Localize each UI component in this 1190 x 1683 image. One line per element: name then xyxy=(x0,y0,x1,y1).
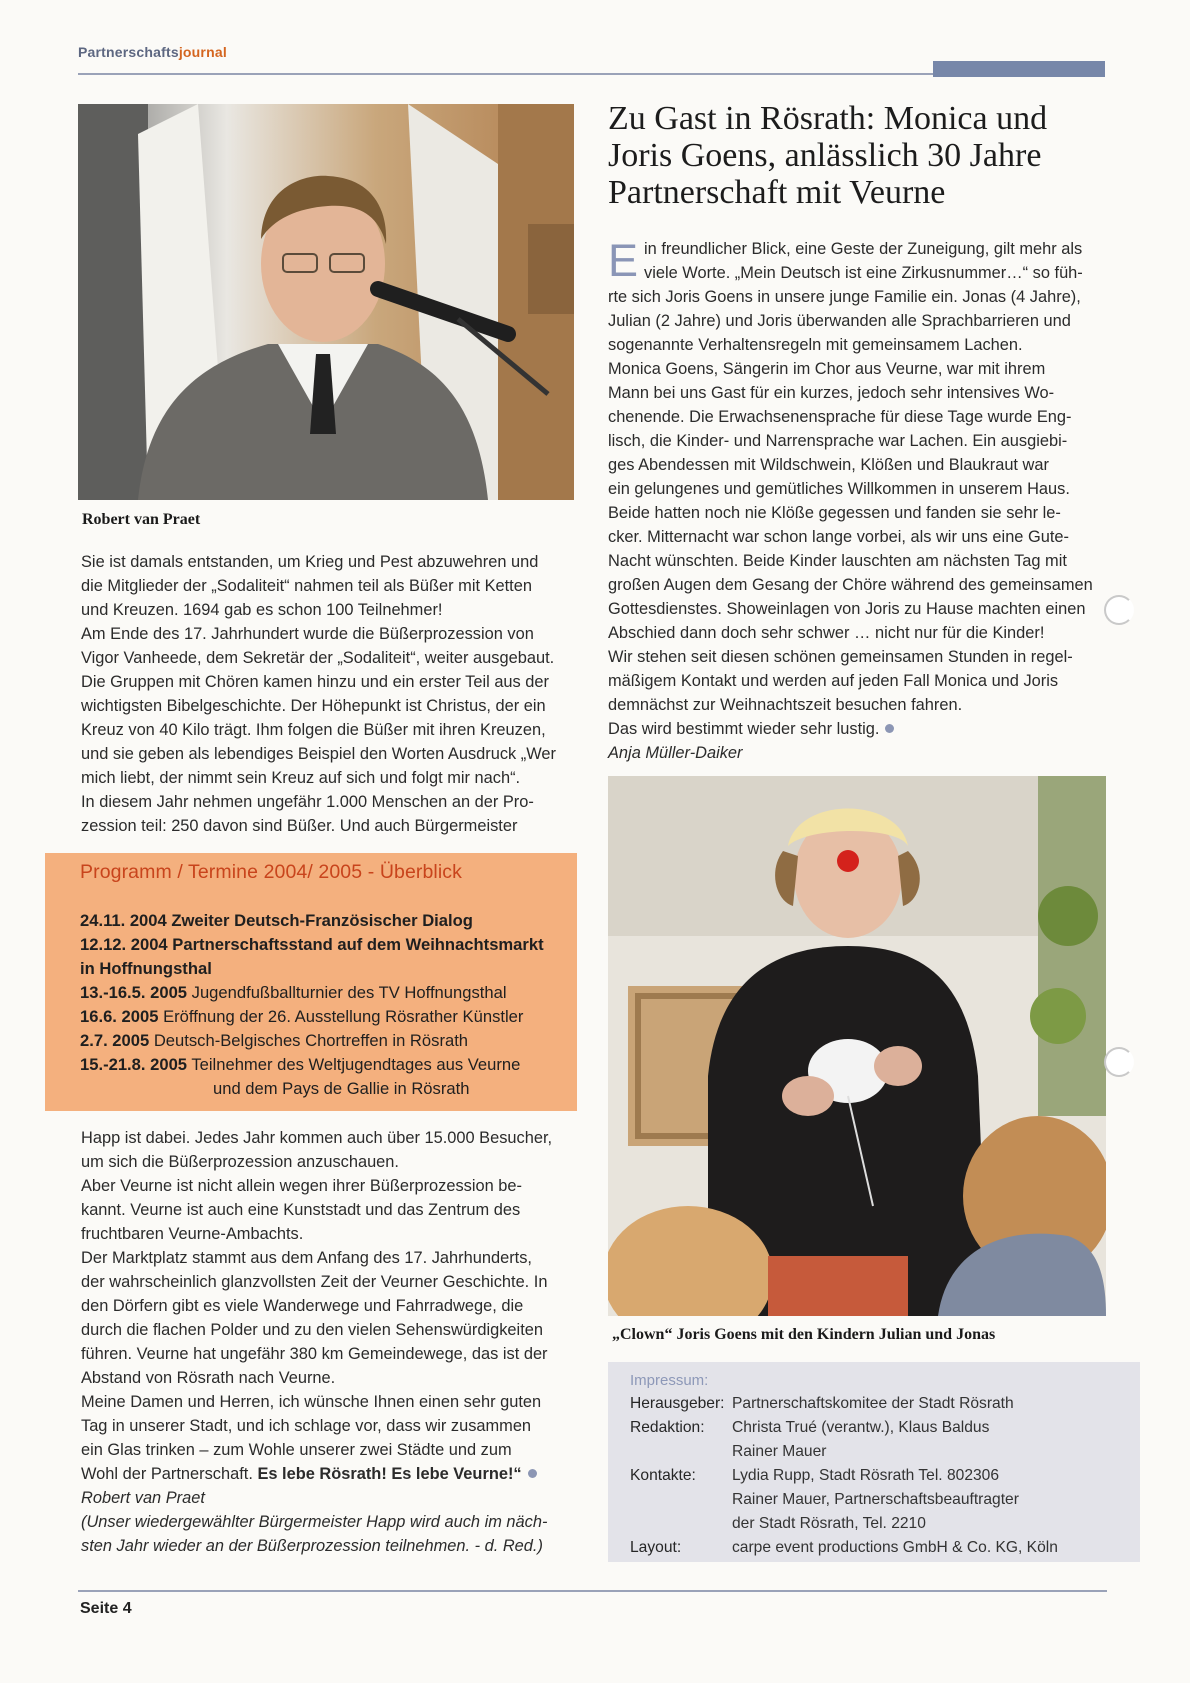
punch-hole xyxy=(1104,595,1134,625)
program-date: 12.12. 2004 xyxy=(80,935,168,954)
impressum-label: Layout: xyxy=(630,1539,682,1556)
text-line: um sich die Büßerprozession anzuschauen. xyxy=(81,1153,399,1171)
text-line: ges Abendessen mit Wildschwein, Klößen und Blaukraut war xyxy=(608,456,1049,474)
text-line: Nacht wünschten. Beide Kinder lauschten am nächsten Tag mit xyxy=(608,552,1067,570)
program-date: 24.11. 2004 xyxy=(80,911,167,930)
text-line: Beide hatten noch nie Klöße gegessen und fanden sie sehr le- xyxy=(608,504,1061,522)
left-article-top xyxy=(81,550,581,838)
text-line: wichtigsten Bibelgeschichte. Der Höhepunkt ist Christus, der ein xyxy=(81,697,546,715)
closing-line xyxy=(81,1462,581,1486)
program-text: Zweiter Deutsch-Französischer Dialog xyxy=(171,911,473,930)
program-text: Jugendfußballturnier des TV Hoffnungsthal xyxy=(191,983,507,1002)
program-date: 13.-16.5. 2005 xyxy=(80,983,188,1002)
closing-plain: Wohl der Partnerschaft. xyxy=(81,1465,258,1483)
text-line: führen. Veurne hat ungefähr 380 km Gemeindewege, das ist der xyxy=(81,1345,548,1363)
clown-photo xyxy=(608,776,1106,1316)
program-text: Eröffnung der 26. Ausstellung Rösrather Künstler xyxy=(163,1007,524,1026)
footer-rule xyxy=(78,1590,1107,1592)
end-bullet-icon xyxy=(528,1469,537,1478)
text-line: Kreuz von 40 Kilo trägt. Ihm folgen die Büßer mit ihren Kreuzen, xyxy=(81,721,546,739)
impressum-value: carpe event productions GmbH & Co. KG, Köln xyxy=(732,1539,1058,1556)
page-number: Seite 4 xyxy=(80,1600,132,1617)
text-line: der wahrscheinlich glanzvollsten Zeit der Veurner Geschichte. In xyxy=(81,1273,548,1291)
headline-line: Joris Goens, anlässlich 30 Jahre xyxy=(608,137,1042,174)
clown-photo-caption: „Clown“ Joris Goens mit den Kindern Julian und Jonas xyxy=(612,1326,996,1343)
punch-hole xyxy=(1104,1047,1134,1077)
headline-line: Zu Gast in Rösrath: Monica und xyxy=(608,100,1048,137)
program-title: Programm / Termine 2004/ 2005 - Überblick xyxy=(80,861,462,883)
left-article-bottom xyxy=(81,1126,581,1558)
program-text: Partnerschaftsstand auf dem Weihnachtsmarkt xyxy=(172,935,544,954)
impressum-value: Christa Trué (verantw.), Klaus Baldus xyxy=(732,1419,990,1436)
impressum-value: Rainer Mauer, Partnerschaftsbeauftragter xyxy=(732,1491,1019,1508)
text-line: rte sich Joris Goens in unsere junge Familie ein. Jonas (4 Jahre), xyxy=(608,288,1081,306)
text-line: lisch, die Kinder- und Narrensprache war Lachen. Ein ausgiebi- xyxy=(608,432,1068,450)
text-line: Tag in unserer Stadt, und ich schlage vor, dass wir zusammen xyxy=(81,1417,532,1435)
program-item xyxy=(80,1077,544,1101)
impressum-value: Rainer Mauer xyxy=(732,1443,827,1460)
program-text: Deutsch-Belgisches Chortreffen in Rösrath xyxy=(153,1031,469,1050)
text-line: In diesem Jahr nehmen ungefähr 1.000 Menschen an der Pro- xyxy=(81,793,534,811)
text-line: Am Ende des 17. Jahrhundert wurde die Büßerprozession von xyxy=(81,625,534,643)
text-line: Abstand von Rösrath nach Veurne. xyxy=(81,1369,336,1387)
impressum-label: Kontakte: xyxy=(630,1467,696,1484)
text-line: demnächst zur Weihnachtszeit besuchen fahren. xyxy=(608,696,963,714)
text-line: ein gelungenes und gemütliches Willkommen in unserem Haus. xyxy=(608,480,1070,498)
editor-note-line: sten Jahr wieder an der Büßerprozession teilnehmen. - d. Red.) xyxy=(81,1537,543,1555)
program-list xyxy=(80,909,544,1101)
header-accent: journal xyxy=(178,44,227,60)
text-line: Gottesdienstes. Showeinlagen von Joris zu Hause machten einen xyxy=(608,600,1086,618)
program-item xyxy=(80,1005,544,1029)
speaker-photo xyxy=(78,104,574,500)
program-text: Teilnehmer des Weltjugendtages aus Veurne xyxy=(191,1055,521,1074)
program-date: 2.7. 2005 xyxy=(80,1031,150,1050)
impressum-label: Redaktion: xyxy=(630,1419,705,1436)
text-line: durch die flachen Polder und zu den vielen Sehenswürdigkeiten xyxy=(81,1321,543,1339)
text-line: Abschied dann doch sehr schwer … nicht nur für die Kinder! xyxy=(608,624,1045,642)
editor-note-line: (Unser wiedergewählter Bürgermeister Happ wird auch im näch- xyxy=(81,1513,548,1531)
text-line: den Dörfern gibt es viele Wanderwege und Fahrradwege, die xyxy=(81,1297,524,1315)
impressum-title: Impressum: xyxy=(630,1372,709,1389)
text-line xyxy=(608,717,1110,741)
text-line: Der Marktplatz stammt aus dem Anfang des 17. Jahrhunderts, xyxy=(81,1249,532,1267)
end-bullet-icon xyxy=(885,724,894,733)
impressum-value: Lydia Rupp, Stadt Rösrath Tel. 802306 xyxy=(732,1467,1000,1484)
signature: Robert van Praet xyxy=(81,1489,205,1507)
program-item xyxy=(80,981,544,1005)
text-line: Mann bei uns Gast für ein kurzes, jedoch sehr intensives Wo- xyxy=(608,384,1055,402)
program-date: 16.6. 2005 xyxy=(80,1007,159,1026)
text-line: und Kreuzen. 1694 gab es schon 100 Teilnehmer! xyxy=(81,601,443,619)
text-line: Vigor Vanheede, dem Sekretär der „Sodaliteit“, weiter ausgebaut. xyxy=(81,649,555,667)
text-line: Wir stehen seit diesen schönen gemeinsamen Stunden in regel- xyxy=(608,648,1073,666)
text-line: zession teil: 250 davon sind Büßer. Und auch Bürgermeister xyxy=(81,817,518,835)
text-line: Die Gruppen mit Chören kamen hinzu und ein erster Teil aus der xyxy=(81,673,549,691)
text-line: Sie ist damals entstanden, um Krieg und Pest abzuwehren und xyxy=(81,553,539,571)
article-headline xyxy=(608,100,1108,211)
text-line: kannt. Veurne ist auch eine Kunststadt und das Zentrum des xyxy=(81,1201,521,1219)
text-line: Julian (2 Jahre) und Joris überwanden alle Sprachbarrieren und xyxy=(608,312,1071,330)
text-line: viele Worte. „Mein Deutsch ist eine Zirkusnummer…“ so füh- xyxy=(644,264,1083,282)
header-color-block xyxy=(933,61,1105,77)
program-box xyxy=(45,853,577,1111)
program-item xyxy=(80,1029,544,1053)
journal-header xyxy=(78,44,227,60)
dropcap: E xyxy=(608,235,639,286)
text-line: chenende. Die Erwachsenensprache für diese Tage wurde Eng- xyxy=(608,408,1072,426)
text-line: fruchtbaren Veurne-Ambachts. xyxy=(81,1225,304,1243)
program-item xyxy=(80,933,544,957)
program-text: in Hoffnungsthal xyxy=(80,959,212,978)
program-date: 15.-21.8. 2005 xyxy=(80,1055,188,1074)
article-author: Anja Müller-Daiker xyxy=(608,744,743,762)
closing-bold: Es lebe Rösrath! Es lebe Veurne!“ xyxy=(257,1465,522,1483)
text-line: die Mitglieder der „Sodaliteit“ nahmen teil als Büßer mit Ketten xyxy=(81,577,532,595)
text-line: sogenannte Verhaltensregeln mit gemeinsamem Lachen. xyxy=(608,336,1023,354)
text-line: Meine Damen und Herren, ich wünsche Ihnen einen sehr guten xyxy=(81,1393,542,1411)
text-line: Happ ist dabei. Jedes Jahr kommen auch über 15.000 Besucher, xyxy=(81,1129,553,1147)
text-line: cker. Mitternacht war schon lange vorbei, als wir uns eine Gute- xyxy=(608,528,1069,546)
header-prefix: Partnerschafts xyxy=(78,44,179,60)
text-line: mäßigem Kontakt und werden auf jeden Fall Monica und Joris xyxy=(608,672,1059,690)
program-text: und dem Pays de Gallie in Rösrath xyxy=(213,1079,470,1098)
impressum-value: der Stadt Rösrath, Tel. 2210 xyxy=(732,1515,926,1532)
impressum-label: Herausgeber: xyxy=(630,1395,725,1412)
header-rule xyxy=(78,73,933,75)
impressum-box xyxy=(608,1362,1140,1562)
program-item xyxy=(80,957,544,981)
program-item xyxy=(80,1053,544,1077)
text-line: mich liebt, der nimmt sein Kreuz auf sich und folgt mir nach“. xyxy=(81,769,521,787)
text-line: und sie geben als lebendiges Beispiel den Worten Ausdruck „Wer xyxy=(81,745,557,763)
right-article xyxy=(608,237,1110,765)
text-line: Aber Veurne ist nicht allein wegen ihrer Büßerprozession be- xyxy=(81,1177,522,1195)
program-item xyxy=(80,909,544,933)
text-line: Monica Goens, Sängerin im Chor aus Veurne, war mit ihrem xyxy=(608,360,1046,378)
text-line: in freundlicher Blick, eine Geste der Zuneigung, gilt mehr als xyxy=(644,240,1083,258)
text-line: großen Augen dem Gesang der Chöre während des gemeinsamen xyxy=(608,576,1093,594)
last-line: Das wird bestimmt wieder sehr lustig. xyxy=(608,720,880,738)
headline-line: Partnerschaft mit Veurne xyxy=(608,174,946,211)
text-line: ein Glas trinken – zum Wohle unserer zwei Städte und zum xyxy=(81,1441,512,1459)
impressum-value: Partnerschaftskomitee der Stadt Rösrath xyxy=(732,1395,1014,1412)
speaker-photo-caption: Robert van Praet xyxy=(82,511,201,528)
